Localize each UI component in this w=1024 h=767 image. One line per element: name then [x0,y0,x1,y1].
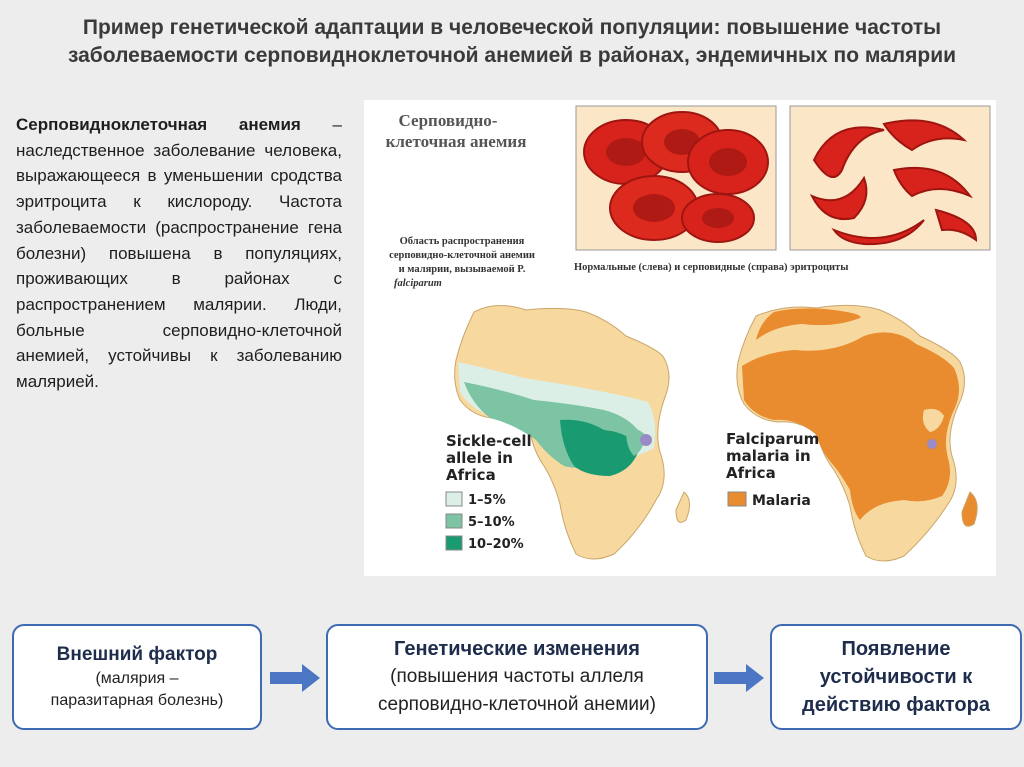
arrow-right-icon [270,664,320,692]
right-map-title-2: malaria in [726,447,811,465]
resistance-line3: действию фактора [802,694,990,716]
description-paragraph [16,112,342,395]
left-map-title-2: allele in [446,449,513,467]
title-line-1: Пример генетической адаптации в человеческой популяции: повышение частоты [82,16,942,39]
legend-label-10-20: 10–20% [468,537,524,552]
legend-swatch-5-10 [446,514,462,528]
genetic-changes-title: Генетические изменения [394,638,640,660]
legend-label-5-10: 5–10% [468,515,515,530]
genetic-changes-sub1: (повышения частоты аллеля [390,666,644,687]
resistance-box [770,624,1022,730]
figure-heading-line2: клеточная анемия [385,132,527,151]
legend-swatch-malaria [728,492,746,506]
left-map-title-3: Africa [446,466,496,484]
cells-caption: Нормальные (слева) и серповидные (справа) эритроциты [574,262,849,273]
right-map-title-3: Africa [726,464,776,482]
left-map-title-1: Sickle-cell [446,432,532,450]
legend-swatch-1-5 [446,492,462,506]
right-map-title-1: Falciparum [726,430,820,448]
area-caption-2: серповидно-клеточной анемии [389,250,535,261]
area-caption-1: Область распространения [399,236,525,247]
legend-swatch-10-20 [446,536,462,550]
description-text: – наследственное заболевание человека, выражающееся в уменьшении сродства эритроцита к кислороду. Частота заболеваемости (распространение гена болезни) повышена в популяциях, проживающих в районах с распространением малярии. Люди, больные серповидно-клеточной анемией, устойчивы к заболеванию малярией. [16,115,342,392]
page-title [20,14,1004,70]
figure-heading-line1: Серповидно- [398,111,498,130]
arrow-right-icon-2 [714,664,764,692]
external-factor-title: Внешний фактор [56,644,218,665]
area-caption-3: и малярии, вызываемой P. [398,264,526,275]
sickle-cell-figure [364,100,996,576]
area-caption-4: falciparum [394,278,442,289]
resistance-line2: устойчивости к [819,666,973,688]
genetic-changes-sub2: серповидно-клеточной анемии) [378,694,656,715]
legend-label-1-5: 1–5% [468,493,506,508]
figure-illustration [364,100,996,576]
external-factor-sub2: паразитарная болезнь) [50,692,224,709]
description-term: Серповидноклеточная анемия [16,115,301,134]
resistance-line1: Появление [841,638,951,660]
external-factor-sub1: (малярия – [95,670,179,687]
title-line-2: заболеваемости серповидноклеточной анемией в районах, эндемичных по малярии [67,44,957,67]
genetic-changes-box [326,624,708,730]
external-factor-box [12,624,262,730]
legend-label-malaria: Malaria [752,493,811,509]
